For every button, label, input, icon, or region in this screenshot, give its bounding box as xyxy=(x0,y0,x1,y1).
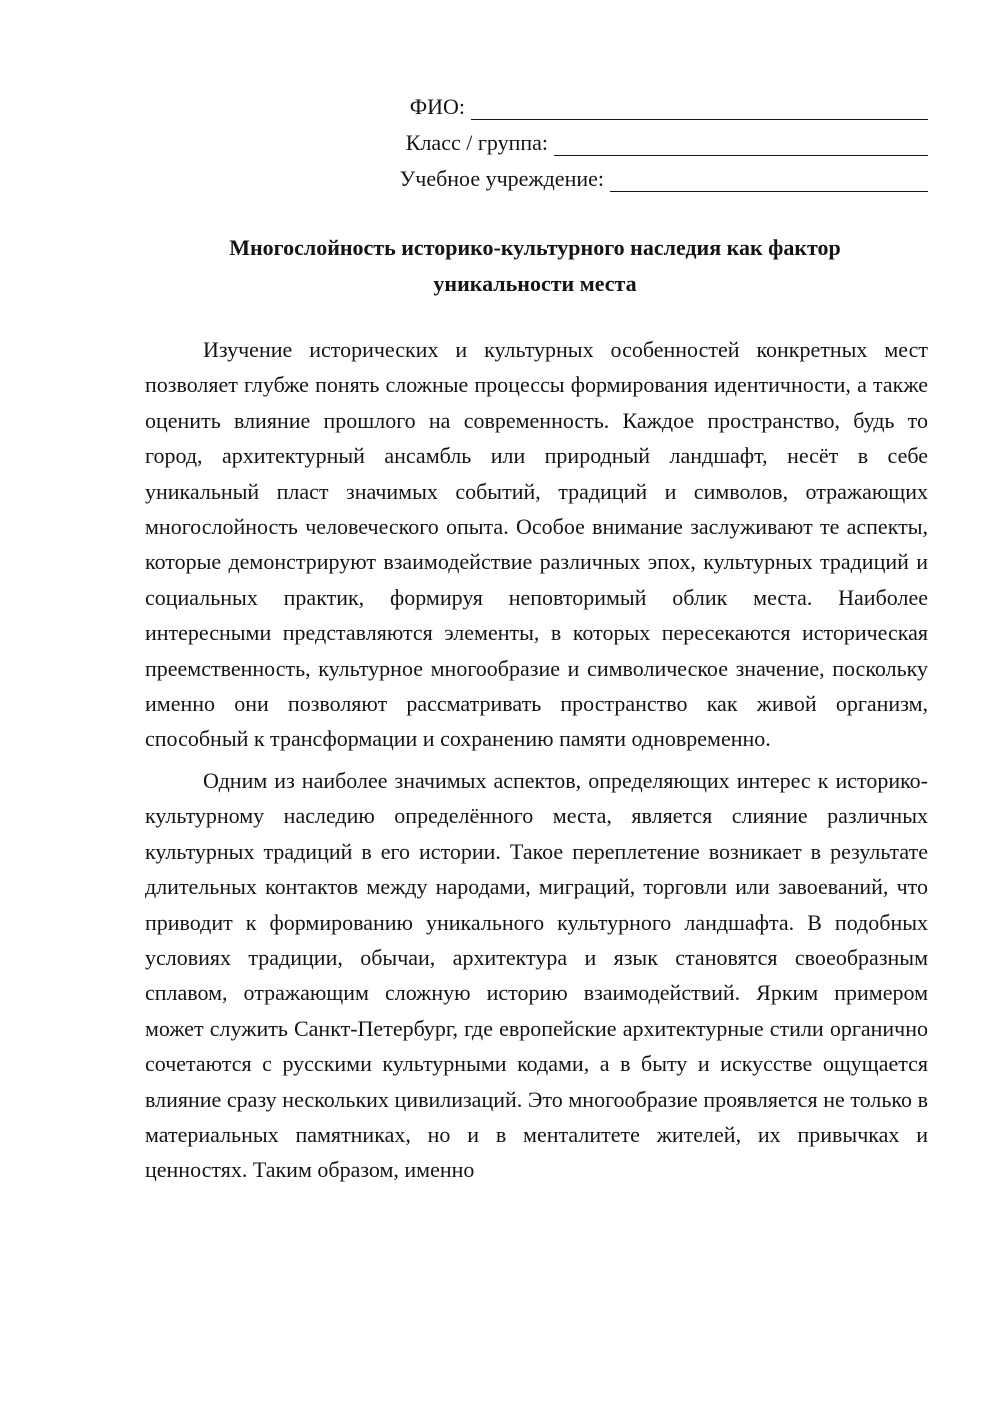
class-group-label: Класс / группа: xyxy=(405,130,548,155)
institution-field xyxy=(360,160,928,196)
class-group-blank-line[interactable] xyxy=(554,131,928,156)
paragraph-1: Изучение исторических и культурных особенностей конкретных мест позволяет глубже понять сложные процессы формирования идентичности, а также оценить влияние прошлого на современность. Каждое пространство, будь то город, архитектурный ансамбль или природный ландшафт, несёт в себе уникальный пласт значимых событий, традиций и символов, отражающих многослойность человеческого опыта. Особое внимание заслуживают те аспекты, которые демонстрируют взаимодействие различных эпох, культурных традиций и социальных практик, формируя неповторимый облик места. Наиболее интересными представляются элементы, в которых пересекаются историческая преемственность, культурное многообразие и символическое значение, поскольку именно они позволяют рассматривать пространство как живой организм, способный к трансформации и сохранению памяти одновременно. xyxy=(145,337,928,752)
title-line-2: уникальности места xyxy=(433,271,637,296)
fio-label: ФИО: xyxy=(409,94,465,119)
class-group-field xyxy=(360,124,928,160)
fio-blank-line[interactable] xyxy=(471,95,928,120)
student-info-header xyxy=(360,88,928,196)
title-line-1: Многослойность историко-культурного наследия как фактор xyxy=(229,235,841,260)
paragraph-2: Одним из наиболее значимых аспектов, определяющих интерес к историко-культурному наследию определённого места, является слияние различных культурных традиций в его истории. Такое переплетение возникает в результате длительных контактов между народами, миграций, торговли или завоеваний, что приводит к формированию уникального культурного ландшафта. В подобных условиях традиции, обычаи, архитектура и язык становятся своеобразным сплавом, отражающим сложную историю взаимодействий. Ярким примером может служить Санкт-Петербург, где европейские архитектурные стили органично сочетаются с русскими культурными кодами, а в быту и искусстве ощущается влияние сразу нескольких цивилизаций. Это многообразие проявляется не только в материальных памятниках, но и в менталитете жителей, их привычках и ценностях. Таким образом, именно xyxy=(145,767,928,1183)
document-body xyxy=(145,332,928,1188)
document-title xyxy=(140,230,930,302)
institution-label: Учебное учреждение: xyxy=(399,166,604,191)
fio-field xyxy=(360,88,928,124)
institution-blank-line[interactable] xyxy=(610,167,928,192)
